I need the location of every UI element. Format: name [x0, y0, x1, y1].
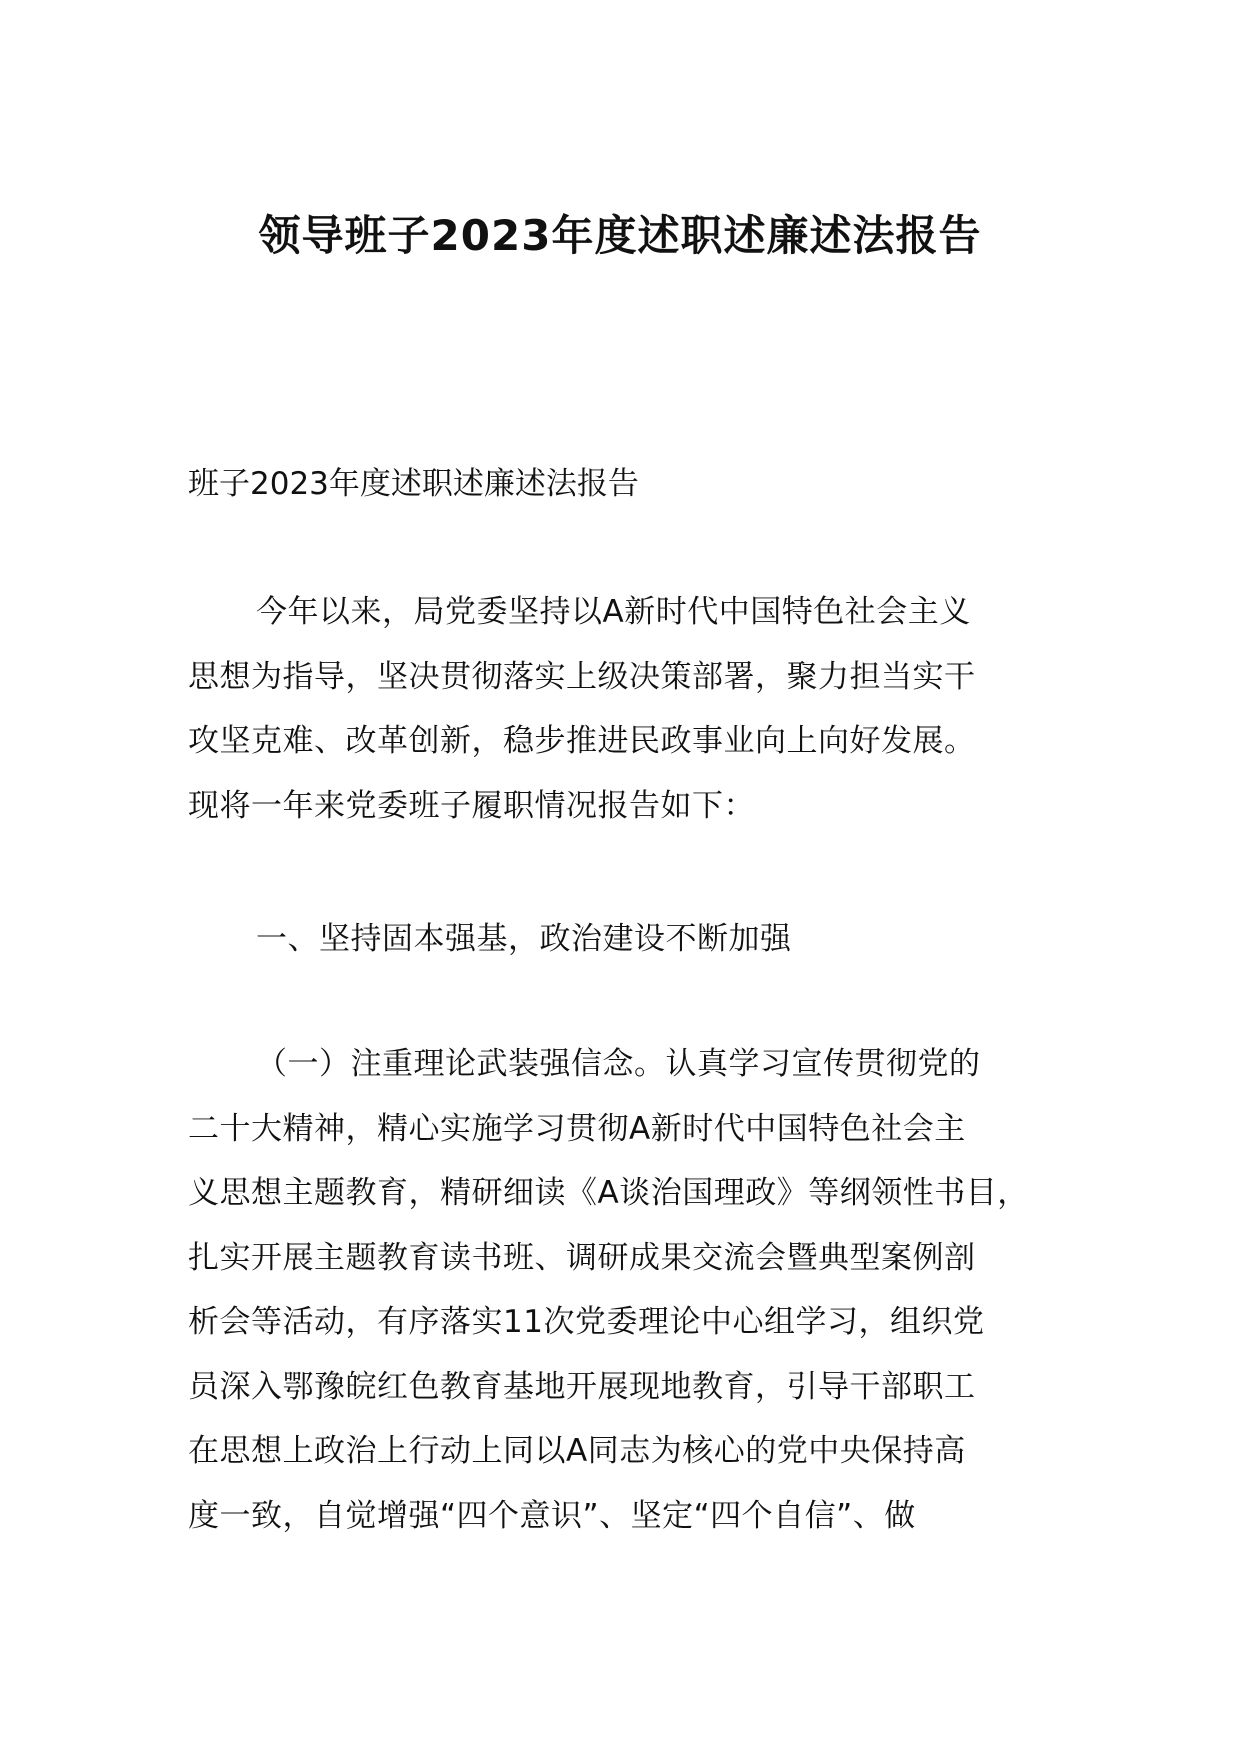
- paragraph-line: 今年以来，局党委坚持以A新时代中国特色社会主义: [256, 594, 971, 630]
- document-title: 领导班子2023年度述职述廉述法报告: [258, 211, 982, 260]
- paragraph-line: 攻坚克难、改革创新，稳步推进民政事业向上向好发展。: [188, 723, 976, 759]
- paragraph-line: 员深入鄂豫皖红色教育基地开展现地教育，引导干部职工: [188, 1368, 976, 1405]
- paragraph-line: 扎实开展主题教育读书班、调研成果交流会暨典型案例剖: [188, 1239, 976, 1276]
- body-paragraph: [188, 1032, 1068, 1548]
- paragraph-line: 度一致，自觉增强“四个意识”、坚定“四个自信”、做: [188, 1497, 916, 1534]
- paragraph-line: 现将一年来党委班子履职情况报告如下：: [188, 787, 755, 824]
- document-subtitle: 班子2023年度述职述廉述法报告: [188, 466, 639, 502]
- paragraph-line: 思想为指导，坚决贯彻落实上级决策部署，聚力担当实干: [188, 658, 976, 695]
- paragraph-line: （一）注重理论武装强信念。认真学习宣传贯彻党的: [256, 1046, 981, 1082]
- paragraph-line: 义思想主题教育，精研细读《A谈治国理政》等纲领性书目，: [188, 1175, 1029, 1211]
- paragraph-line: 在思想上政治上行动上同以A同志为核心的党中央保持高: [188, 1433, 966, 1469]
- paragraph-line: 二十大精神，精心实施学习贯彻A新时代中国特色社会主: [188, 1110, 966, 1147]
- paragraph-line: 析会等活动，有序落实11次党委理论中心组学习，组织党: [188, 1304, 985, 1340]
- intro-paragraph: [188, 580, 1068, 838]
- section-heading: 一、坚持固本强基，政治建设不断加强: [256, 921, 792, 957]
